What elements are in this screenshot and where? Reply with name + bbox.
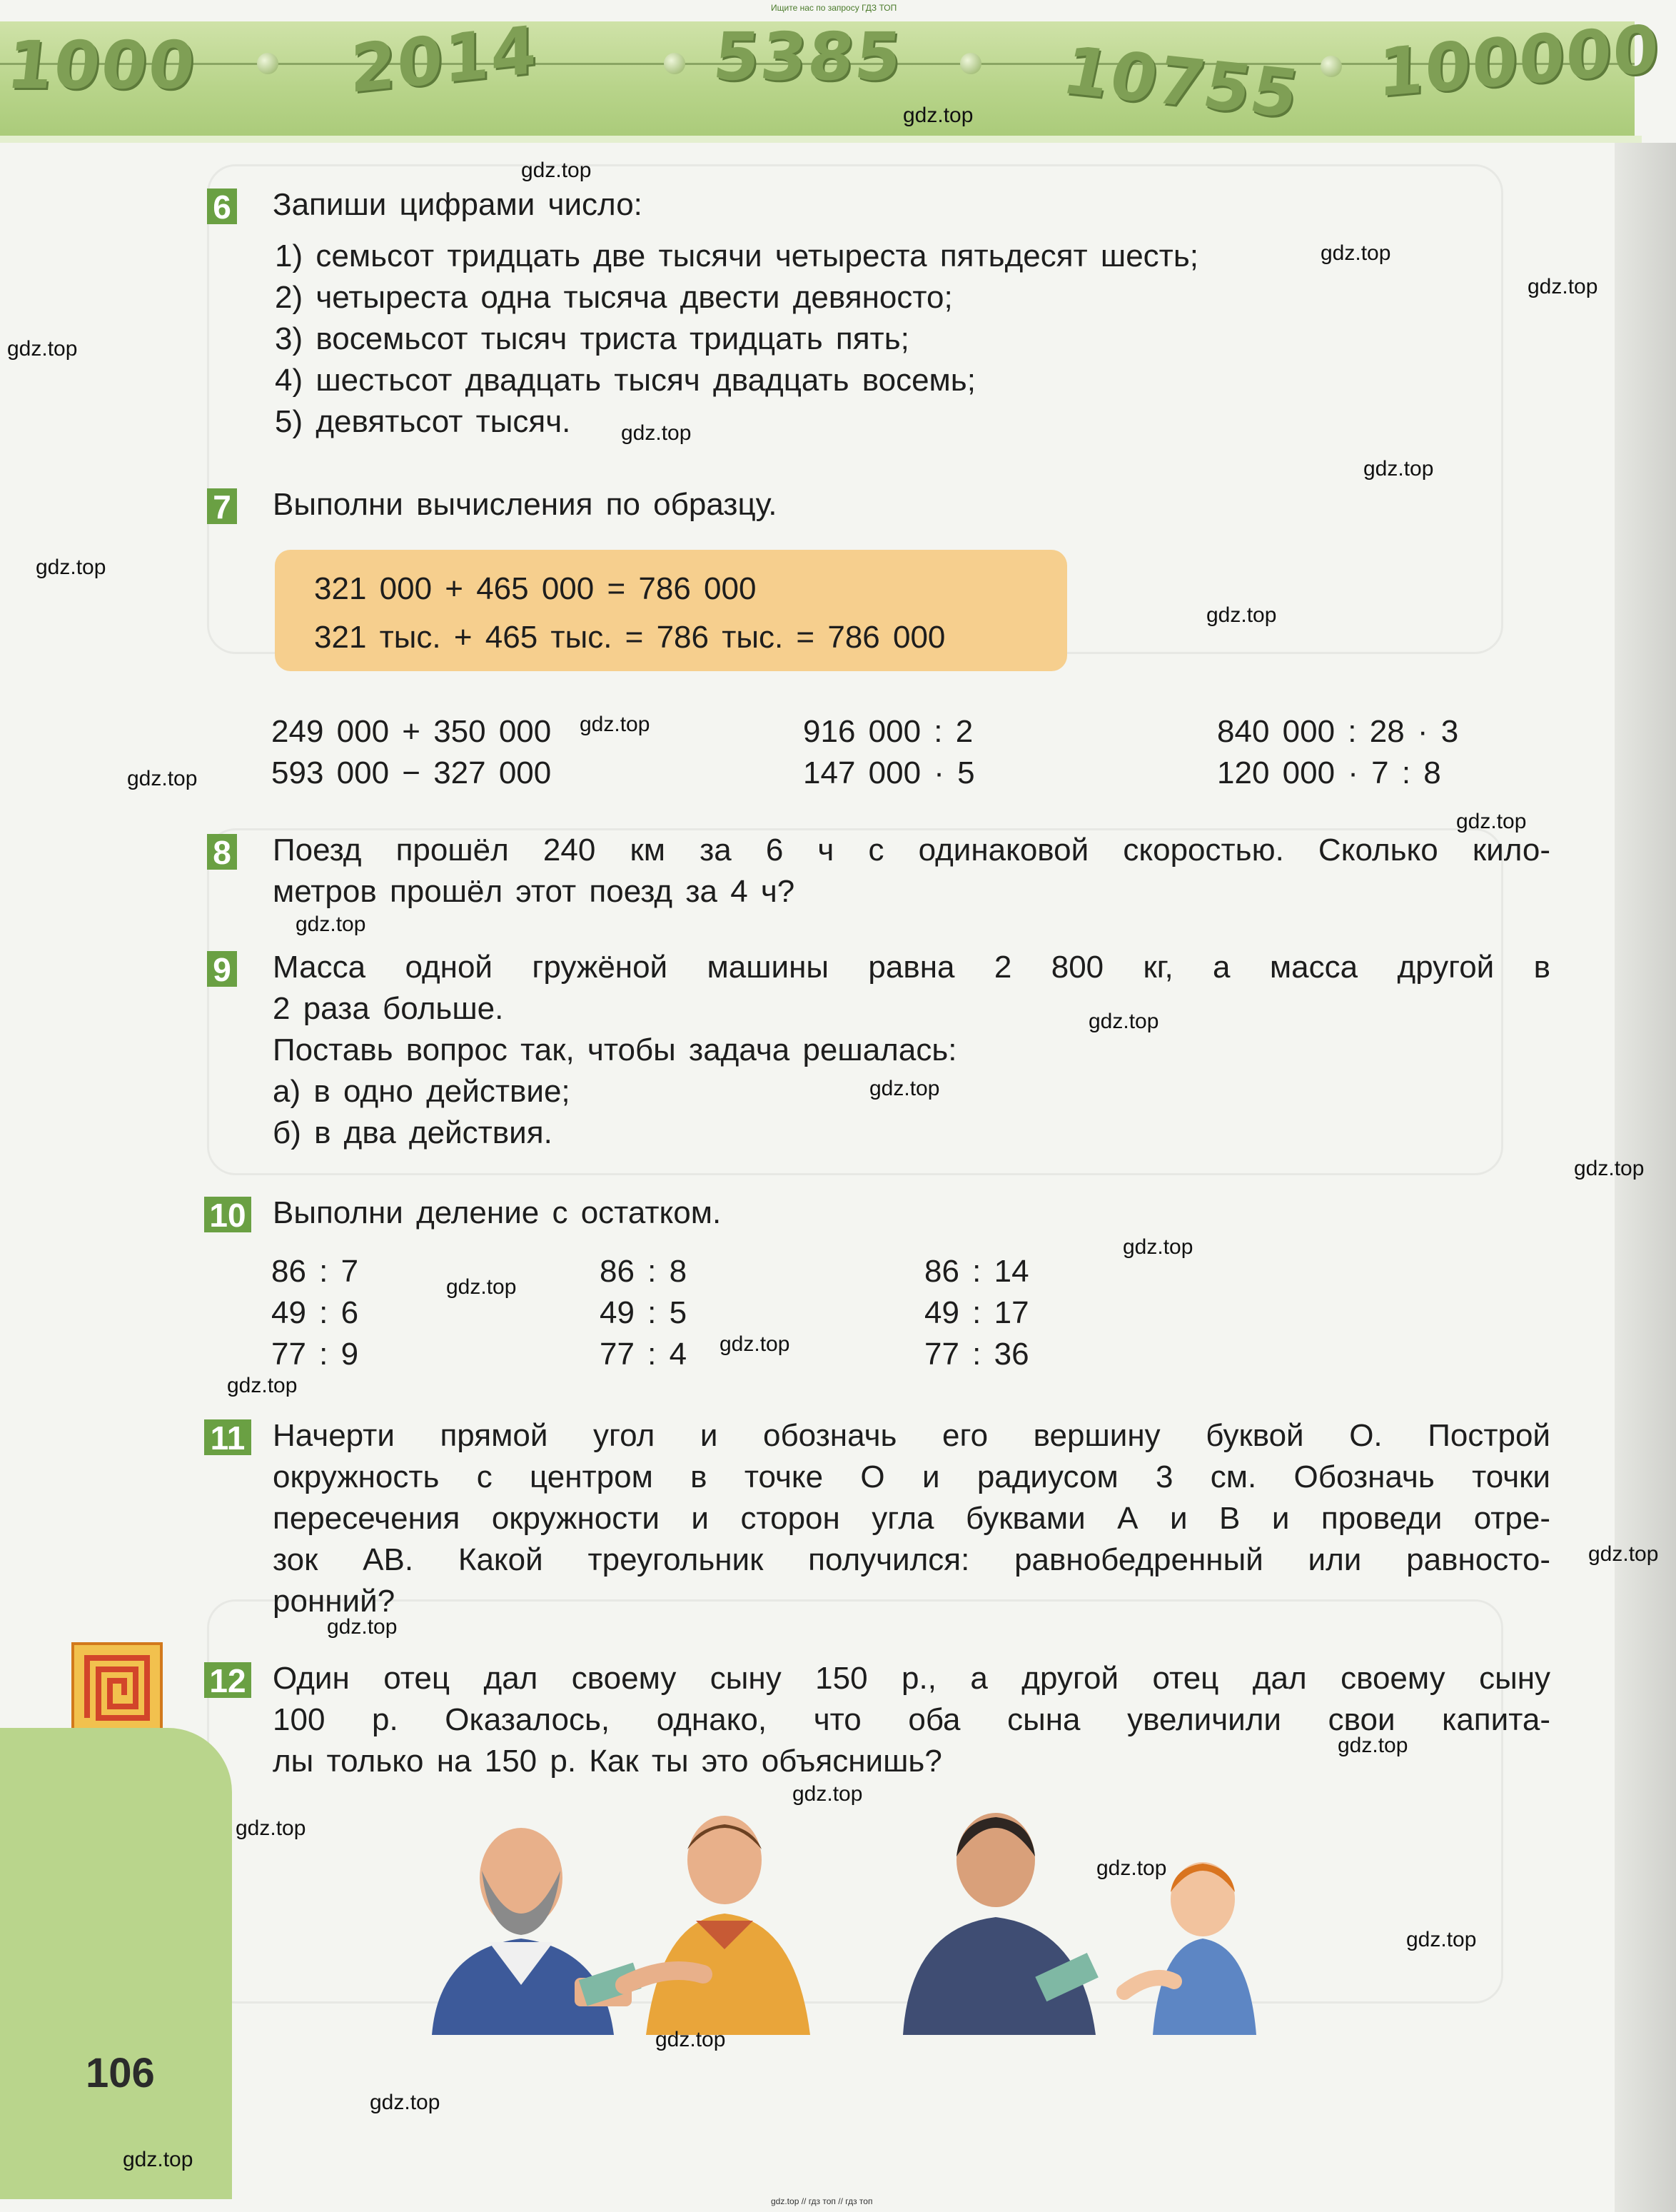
task-9-line-1: Масса одной гружёной машины равна 2 800 кг, а масса другой в xyxy=(273,950,1550,985)
header-number: 100000 xyxy=(1377,10,1661,112)
task-10-expr: 86 : 14 xyxy=(924,1254,1029,1289)
watermark: gdz.top xyxy=(1456,810,1527,833)
task-9-line-3: Поставь вопрос так, чтобы задача решалась: xyxy=(273,1032,957,1067)
task-number-12: 12 xyxy=(204,1662,251,1698)
header-bead xyxy=(257,53,278,74)
watermark: gdz.top xyxy=(1089,1010,1159,1033)
task-number-6: 6 xyxy=(207,188,237,224)
task-6-item-3: 3) восемьсот тысяч триста тридцать пять; xyxy=(275,321,909,356)
header-number: 2014 xyxy=(350,11,538,109)
header-strip xyxy=(0,136,1642,143)
watermark: gdz.top xyxy=(1123,1235,1193,1259)
task-number-7: 7 xyxy=(207,488,237,524)
watermark: gdz.top xyxy=(7,337,78,361)
bottom-caption: gdz.top // гдз топ // гдз топ xyxy=(771,2196,873,2206)
sample-line-1: 321 000 + 465 000 = 786 000 xyxy=(314,571,757,606)
watermark: gdz.top xyxy=(227,1374,298,1397)
watermark: gdz.top xyxy=(296,913,366,936)
task-10-expr: 49 : 5 xyxy=(600,1295,687,1330)
task-11-line-3: пересечения окружности и сторон угла буквами А и В и проведи отре- xyxy=(273,1501,1550,1536)
task-6-item-5: 5) девятьсот тысяч. xyxy=(275,404,571,439)
left-sidebar xyxy=(0,1728,232,2199)
header-number: 1000 xyxy=(3,27,200,104)
task-7-expr: 593 000 − 327 000 xyxy=(271,755,552,790)
watermark: gdz.top xyxy=(123,2148,193,2171)
watermark: gdz.top xyxy=(720,1332,790,1356)
fathers-and-sons-illustration xyxy=(410,1799,1288,2035)
watermark: gdz.top xyxy=(521,159,592,182)
task-7-expr: 916 000 : 2 xyxy=(803,714,974,749)
task-6-item-4: 4) шестьсот двадцать тысяч двадцать восемь; xyxy=(275,363,976,398)
task-10-expr: 77 : 9 xyxy=(271,1337,359,1372)
watermark: gdz.top xyxy=(327,1615,398,1639)
watermark: gdz.top xyxy=(1206,603,1277,627)
task-12-line-3: лы только на 150 р. Как ты это объяснишь? xyxy=(273,1744,942,1779)
watermark: gdz.top xyxy=(446,1275,517,1299)
header-number: 10755 xyxy=(1056,32,1307,133)
task-12-line-2: 100 р. Оказалось, однако, что оба сына увеличили свои капита- xyxy=(273,1702,1550,1737)
task-12-line-1: Один отец дал своему сыну 150 р., а другой отец дал своему сыну xyxy=(273,1661,1550,1696)
watermark: gdz.top xyxy=(655,2028,726,2051)
task-9-line-2: 2 раза больше. xyxy=(273,991,504,1026)
watermark: gdz.top xyxy=(1363,457,1434,481)
page-number: 106 xyxy=(86,2050,155,2096)
task-6-item-2: 2) четыреста одна тысяча двести девяносто; xyxy=(275,280,953,315)
task-10-expr: 77 : 4 xyxy=(600,1337,687,1372)
watermark: gdz.top xyxy=(621,421,692,445)
watermark: gdz.top xyxy=(1588,1542,1659,1566)
task-10-expr: 49 : 17 xyxy=(924,1295,1029,1330)
task-7-expr: 840 000 : 28 · 3 xyxy=(1217,714,1459,749)
task-10-expr: 77 : 36 xyxy=(924,1337,1029,1372)
task-7-expr: 249 000 + 350 000 xyxy=(271,714,552,749)
task-10-expr: 86 : 7 xyxy=(271,1254,359,1289)
sample-line-2: 321 тыс. + 465 тыс. = 786 тыс. = 786 000 xyxy=(314,620,946,655)
watermark: gdz.top xyxy=(1528,275,1598,298)
watermark: gdz.top xyxy=(1338,1734,1408,1757)
watermark: gdz.top xyxy=(127,767,198,790)
task-11-line-5: ронний? xyxy=(273,1584,395,1619)
task-11-line-1: Начерти прямой угол и обозначь его вершину буквой О. Построй xyxy=(273,1418,1550,1453)
watermark: gdz.top xyxy=(869,1077,940,1100)
task-number-8: 8 xyxy=(207,834,237,870)
task-6-title: Запиши цифрами число: xyxy=(273,187,642,222)
header-number: 5385 xyxy=(710,19,907,95)
watermark: gdz.top xyxy=(370,2091,440,2114)
task-number-11: 11 xyxy=(204,1419,251,1455)
task-11-line-4: зок АВ. Какой треугольник получился: равнобедренный или равносто- xyxy=(273,1542,1550,1577)
top-caption: Ищите нас по запросу ГДЗ ТОП xyxy=(771,3,897,13)
watermark: gdz.top xyxy=(36,555,106,579)
task-7-title: Выполни вычисления по образцу. xyxy=(273,487,777,522)
watermark: gdz.top xyxy=(1321,241,1391,265)
task-number-10: 10 xyxy=(204,1197,251,1232)
task-7-expr: 120 000 · 7 : 8 xyxy=(1217,755,1441,790)
task-7-expr: 147 000 · 5 xyxy=(803,755,975,790)
spiral-icon xyxy=(71,1642,163,1734)
task-8-line-1: Поезд прошёл 240 км за 6 ч с одинаковой скоростью. Сколько кило- xyxy=(273,833,1550,868)
task-8-line-2: метров прошёл этот поезд за 4 ч? xyxy=(273,874,795,909)
task-9-line-5: б) в два действия. xyxy=(273,1115,552,1150)
watermark: gdz.top xyxy=(580,713,650,736)
watermark: gdz.top xyxy=(236,1816,306,1840)
task-11-line-2: окружность с центром в точке О и радиусом 3 см. Обозначь точки xyxy=(273,1459,1550,1494)
task-number-9: 9 xyxy=(207,951,237,987)
task-10-expr: 86 : 8 xyxy=(600,1254,687,1289)
watermark: gdz.top xyxy=(1406,1928,1477,1951)
watermark: gdz.top xyxy=(903,104,974,127)
header-bead xyxy=(664,53,685,74)
task-10-title: Выполни деление с остатком. xyxy=(273,1195,722,1230)
header-bead xyxy=(960,53,981,74)
watermark: gdz.top xyxy=(1096,1856,1167,1880)
watermark: gdz.top xyxy=(1574,1157,1645,1180)
task-6-item-1: 1) семьсот тридцать две тысячи четыреста пятьдесят шесть; xyxy=(275,238,1198,273)
header-bead xyxy=(1321,56,1342,77)
task-10-expr: 49 : 6 xyxy=(271,1295,359,1330)
task-9-line-4: а) в одно действие; xyxy=(273,1074,570,1109)
watermark: gdz.top xyxy=(792,1782,863,1806)
